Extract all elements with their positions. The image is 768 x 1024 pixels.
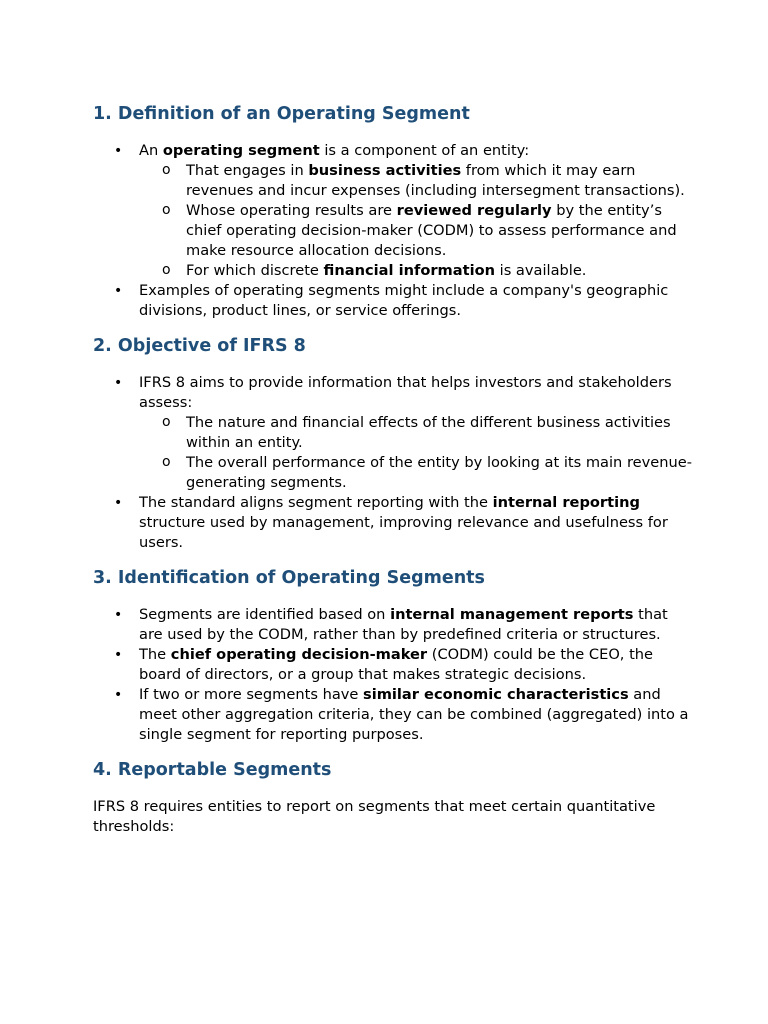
circle-bullet-icon: o bbox=[162, 162, 171, 178]
sub-list-item bbox=[139, 261, 693, 281]
body-text: is available. bbox=[495, 262, 587, 279]
sub-list-item bbox=[139, 453, 693, 493]
body-text: The bbox=[139, 646, 171, 663]
body-text: by the entity’s chief operating decision-maker (CODM) to assess performance and make resource allocation decisions. bbox=[186, 202, 677, 259]
list-item bbox=[93, 141, 693, 281]
body-text: For which discrete bbox=[186, 262, 324, 279]
body-text: Examples of operating segments might include a company's geographic divisions, product lines, or service offerings. bbox=[139, 282, 669, 319]
bullet-icon: • bbox=[114, 647, 123, 663]
list-item-text bbox=[139, 686, 688, 743]
sub-list-item-text bbox=[186, 262, 586, 279]
list-item-text bbox=[139, 606, 668, 643]
emphasis-text: internal reporting bbox=[492, 494, 640, 511]
sub-bullet-list bbox=[139, 413, 693, 493]
list-item-text bbox=[139, 142, 529, 159]
list-item-text bbox=[139, 646, 653, 683]
emphasis-text: operating segment bbox=[162, 142, 320, 159]
body-text: Whose operating results are bbox=[186, 202, 397, 219]
body-text: IFRS 8 aims to provide information that helps investors and stakeholders assess: bbox=[139, 374, 672, 411]
sub-list-item-text bbox=[186, 454, 692, 491]
list-item bbox=[93, 281, 693, 321]
sub-list-item-text bbox=[186, 202, 677, 259]
bullet-icon: • bbox=[114, 283, 123, 299]
bullet-list bbox=[93, 373, 693, 553]
body-text: The overall performance of the entity by looking at its main revenue-generating segments. bbox=[186, 454, 692, 491]
emphasis-text: internal management reports bbox=[390, 606, 634, 623]
sub-bullet-list bbox=[139, 161, 693, 281]
body-text: (CODM) could be the CEO, the board of directors, or a group that makes strategic decisions. bbox=[139, 646, 654, 683]
heading-spacer bbox=[93, 358, 693, 373]
heading-spacer bbox=[93, 126, 693, 141]
list-item-text bbox=[139, 282, 668, 319]
section-spacer bbox=[93, 321, 693, 334]
circle-bullet-icon: o bbox=[162, 414, 171, 430]
sub-list-item bbox=[139, 161, 693, 201]
body-text: That engages in bbox=[186, 162, 309, 179]
sub-list-item-text bbox=[186, 162, 685, 199]
heading-spacer bbox=[93, 590, 693, 605]
section-heading: 2. Objective of IFRS 8 bbox=[93, 336, 306, 356]
section-heading: 4. Reportable Segments bbox=[93, 760, 332, 780]
section-spacer bbox=[93, 745, 693, 758]
sub-list-item bbox=[139, 413, 693, 453]
body-text: The standard aligns segment reporting with the bbox=[139, 494, 493, 511]
sub-list-item-text bbox=[186, 414, 671, 451]
body-text: that are used by the CODM, rather than by predefined criteria or structures. bbox=[139, 606, 668, 643]
emphasis-text: financial information bbox=[323, 262, 495, 279]
section-heading: 3. Identification of Operating Segments bbox=[93, 568, 485, 588]
bullet-icon: • bbox=[114, 687, 123, 703]
paragraph: IFRS 8 requires entities to report on segments that meet certain quantitative thresholds: bbox=[93, 798, 656, 835]
circle-bullet-icon: o bbox=[162, 202, 171, 218]
emphasis-text: similar economic characteristics bbox=[363, 686, 629, 703]
body-text: If two or more segments have bbox=[139, 686, 364, 703]
list-item bbox=[93, 373, 693, 493]
document-body bbox=[93, 102, 693, 837]
list-item bbox=[93, 685, 693, 745]
body-text: An bbox=[139, 142, 163, 159]
sub-list-item bbox=[139, 201, 693, 261]
bullet-icon: • bbox=[114, 607, 123, 623]
body-text: The nature and financial effects of the different business activities within an entity. bbox=[186, 414, 671, 451]
bullet-icon: • bbox=[114, 375, 123, 391]
bullet-list bbox=[93, 141, 693, 321]
emphasis-text: business activities bbox=[308, 162, 462, 179]
emphasis-text: reviewed regularly bbox=[396, 202, 552, 219]
list-item-text bbox=[139, 374, 672, 411]
bullet-icon: • bbox=[114, 495, 123, 511]
list-item bbox=[93, 493, 693, 553]
bullet-icon: • bbox=[114, 143, 123, 159]
emphasis-text: chief operating decision-maker bbox=[170, 646, 428, 663]
heading-spacer bbox=[93, 782, 693, 797]
list-item bbox=[93, 645, 693, 685]
body-text: structure used by management, improving relevance and usefulness for users. bbox=[139, 514, 668, 551]
section-heading: 1. Definition of an Operating Segment bbox=[93, 104, 470, 124]
body-text: Segments are identified based on bbox=[139, 606, 391, 623]
body-text: from which it may earn revenues and incur expenses (including intersegment transactions). bbox=[186, 162, 685, 199]
body-text: and meet other aggregation criteria, they can be combined (aggregated) into a single segment for reporting purposes. bbox=[139, 686, 689, 743]
circle-bullet-icon: o bbox=[162, 262, 171, 278]
body-text: is a component of an entity: bbox=[319, 142, 530, 159]
circle-bullet-icon: o bbox=[162, 454, 171, 470]
list-item-text bbox=[139, 494, 668, 551]
section-spacer bbox=[93, 553, 693, 566]
list-item bbox=[93, 605, 693, 645]
bullet-list bbox=[93, 605, 693, 745]
